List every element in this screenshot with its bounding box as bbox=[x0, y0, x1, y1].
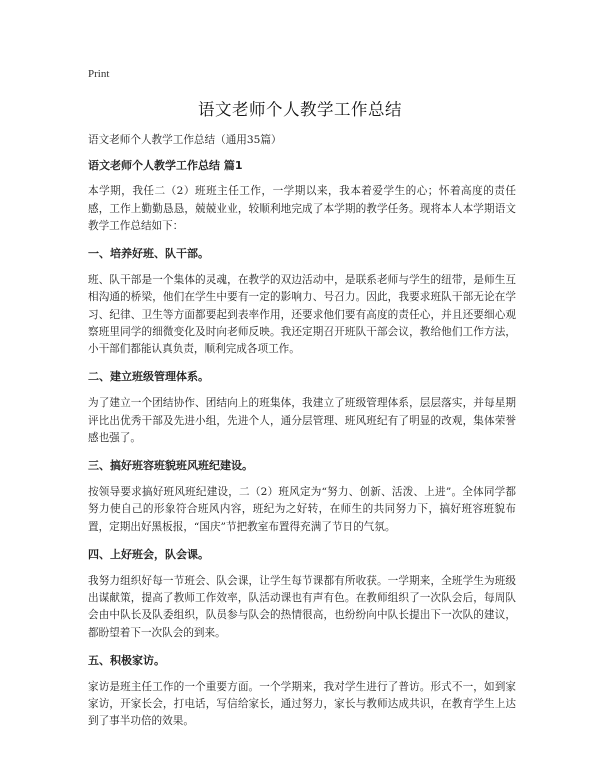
document-body bbox=[88, 132, 516, 741]
article-heading: 语文老师个人教学工作总结 篇1 bbox=[88, 159, 243, 173]
section-paragraph-3: 按领导要求搞好班风班纪建设，二（2）班风定为“努力、创新、活泼、上进”。全体同学都努力使自己的形象符合班风内容，班纪为之好转，在师生的共同努力下，搞好班容班貌布置，定期出好黑板报，“国庆”节把教室布置得充满了节日的气氛。 bbox=[88, 486, 516, 533]
document-title: 语文老师个人教学工作总结 bbox=[198, 100, 402, 119]
section-heading-1: 一、培养好班、队干部。 bbox=[88, 247, 209, 261]
section-heading-4: 四、上好班会，队会课。 bbox=[88, 547, 209, 561]
document-subtitle: 语文老师个人教学工作总结（通用35篇） bbox=[88, 134, 282, 146]
section-paragraph-2: 为了建立一个团结协作、团结向上的班集体，我建立了班级管理体系，层层落实，并每星期评比出优秀干部及先进小组，先进个人，通分层管理、班风班纪有了明显的改观，集体荣誉感也强了。 bbox=[88, 397, 516, 444]
section-heading-3: 三、搞好班容班貌班风班纪建设。 bbox=[88, 459, 253, 473]
intro-paragraph: 本学期，我任二（2）班班主任工作，一学期以来，我本着爱学生的心；怀着高度的责任感，工作上勤勤恳恳，兢兢业业，较顺利地完成了本学期的教学任务。现将本人本学期语文教学工作总结如下： bbox=[88, 185, 516, 232]
section-paragraph-5: 家访是班主任工作的一个重要方面。一个学期来，我对学生进行了普访。形式不一，如到家家访，开家长会，打电话，写信给家长，通过努力，家长与教师达成共识，在教育学生上达到了事半功倍的效果。 bbox=[88, 681, 516, 728]
section-heading-5: 五、积极家访。 bbox=[88, 653, 165, 667]
section-heading-2: 二、建立班级管理体系。 bbox=[88, 370, 209, 384]
section-paragraph-4: 我努力组织好每一节班会、队会课，让学生每节课都有所收获。一学期来，全班学生为班级出谋献策，提高了教师工作效率，队活动课也有声有色。在教师组织了一次队会后，每周队会由中队长及队委组织，队员参与队会的热情很高，也纷纷向中队长提出下一次队的建议，都盼望着下一次队会的到来。 bbox=[88, 575, 516, 639]
section-paragraph-1: 班、队干部是一个集体的灵魂，在教学的双边活动中，是联系老师与学生的纽带，是师生互相沟通的桥梁，他们在学生中要有一定的影响力、号召力。因此，我要求班队干部无论在学习、纪律、卫生等方面都要起到表率作用，还要求他们要有高度的责任心，并且还要细心观察班里同学的细微变化及时向老师反映。我还定期召开班队干部会议，教给他们工作方法，小干部们都能认真负责，顺利完成各项工作。 bbox=[88, 274, 516, 356]
print-label[interactable]: Print bbox=[88, 68, 110, 80]
